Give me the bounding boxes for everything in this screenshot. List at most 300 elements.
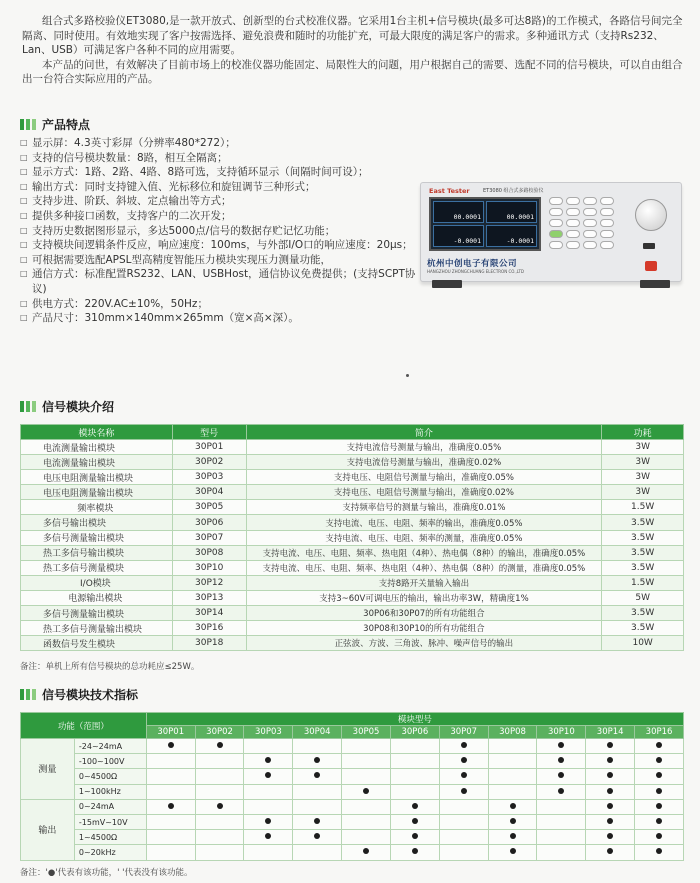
spec-mark-cell — [488, 739, 537, 754]
features-list — [20, 136, 420, 326]
spec-range-cell: 0~20kHz — [74, 845, 146, 860]
filled-dot-icon — [656, 757, 662, 763]
module-row — [21, 500, 684, 515]
section-marker-icon — [20, 689, 36, 700]
spec-mark-cell — [488, 799, 537, 814]
spec-mark-cell — [537, 799, 586, 814]
spec-mark-cell — [293, 754, 342, 769]
filled-dot-icon — [656, 803, 662, 809]
spec-range-cell: 1~100kHz — [74, 784, 146, 799]
keypad-key-icon — [566, 197, 580, 205]
module-row — [21, 440, 684, 455]
device-reading: -0.0001 — [433, 225, 484, 247]
filled-dot-icon — [265, 818, 271, 824]
module-row — [21, 515, 684, 530]
spec-mark-cell — [342, 784, 391, 799]
module-name-cell: 多信号测量输出模块 — [21, 606, 173, 621]
spec-mark-cell — [195, 739, 244, 754]
device-company-name: 杭州中创电子有限公司 — [427, 259, 518, 269]
spec-mark-cell — [635, 769, 684, 784]
device-screen — [429, 197, 541, 251]
filled-dot-icon — [656, 788, 662, 794]
spec-mark-cell — [390, 814, 439, 829]
filled-dot-icon — [265, 757, 271, 763]
spec-mark-cell — [244, 769, 293, 784]
module-name-cell: 热工多信号输出模块 — [21, 545, 173, 560]
module-row — [21, 636, 684, 651]
spec-mark-cell — [293, 799, 342, 814]
filled-dot-icon — [412, 803, 418, 809]
intro-paragraph-2: 本产品的问世，有效解决了目前市场上的校准仪器功能固定、局限性大的问题，用户根据自己的需要、选配不同的信号模块，可以自由组合出一台符合实际应用的产品。 — [22, 58, 683, 86]
module-name-cell: 电压电阻测量输出模块 — [21, 485, 173, 500]
filled-dot-icon — [558, 788, 564, 794]
spec-mark-cell — [586, 754, 635, 769]
spec-row — [21, 784, 684, 799]
filled-dot-icon — [461, 772, 467, 778]
keypad-key-icon — [600, 241, 614, 249]
device-front-panel — [420, 182, 682, 282]
spec-mark-cell — [195, 830, 244, 845]
col-header-power: 功耗 — [602, 425, 684, 440]
keypad-key-icon — [566, 241, 580, 249]
module-desc-cell: 正弦波、方波、三角波、脉冲、噪声信号的输出 — [246, 636, 602, 651]
module-desc-cell: 支持电流、电压、电阻、频率、热电阻（4种）、热电偶（8种）的测量，准确度0.05% — [246, 560, 602, 575]
module-model-cell: 30P01 — [172, 440, 246, 455]
spec-mark-cell — [439, 784, 488, 799]
module-name-cell: I/O模块 — [21, 575, 173, 590]
filled-dot-icon — [607, 833, 613, 839]
filled-dot-icon — [314, 818, 320, 824]
spec-range-cell: 0~4500Ω — [74, 769, 146, 784]
spec-mark-cell — [342, 769, 391, 784]
spec-mark-cell — [146, 784, 195, 799]
module-row — [21, 560, 684, 575]
spec-mark-cell — [146, 769, 195, 784]
spec-mark-cell — [537, 739, 586, 754]
model-col-header: 30P14 — [586, 726, 635, 739]
func-header: 功能（范围） — [21, 713, 147, 739]
module-row — [21, 575, 684, 590]
keypad-key-icon — [600, 197, 614, 205]
spec-mark-cell — [390, 769, 439, 784]
filled-dot-icon — [607, 788, 613, 794]
feature-item: □ 通信方式：标准配置RS232、LAN、USBHost，通信协议免费提供；(支持SCPT协议) — [20, 267, 420, 296]
spec-mark-cell — [244, 814, 293, 829]
filled-dot-icon — [412, 818, 418, 824]
feature-item: □ 输出方式：同时支持键入值、光标移位和旋钮调节三种形式； — [20, 180, 420, 195]
module-model-cell: 30P16 — [172, 621, 246, 636]
module-desc-cell: 支持电流、电压、电阻、频率、热电阻（4种）、热电偶（8种）的输出，准确度0.05% — [246, 545, 602, 560]
module-power-cell: 3.5W — [602, 530, 684, 545]
module-model-cell: 30P12 — [172, 575, 246, 590]
spec-range-cell: -24~24mA — [74, 739, 146, 754]
modules-header-row — [21, 425, 684, 440]
spec-mark-cell — [244, 754, 293, 769]
model-col-header: 30P01 — [146, 726, 195, 739]
filled-dot-icon — [656, 818, 662, 824]
keypad-key-icon — [549, 197, 563, 205]
module-power-cell: 3.5W — [602, 606, 684, 621]
spec-mark-cell — [195, 845, 244, 860]
keypad-key-icon — [583, 230, 597, 238]
filled-dot-icon — [265, 772, 271, 778]
module-desc-cell: 支持电压、电阻信号测量与输出，准确度0.02% — [246, 485, 602, 500]
spec-mark-cell — [537, 830, 586, 845]
module-desc-cell: 支持频率信号的测量与输出，准确度0.01% — [246, 500, 602, 515]
filled-dot-icon — [363, 848, 369, 854]
filled-dot-icon — [461, 788, 467, 794]
spec-mark-cell — [488, 845, 537, 860]
spec-mark-cell — [439, 769, 488, 784]
feature-item: □ 支持模块间逻辑条件反应，响应速度：100ms，与外部I/O口的响应速度：20μs； — [20, 238, 420, 253]
module-name-cell: 电流测量输出模块 — [21, 455, 173, 470]
device-foot — [640, 280, 670, 288]
spec-mark-cell — [439, 739, 488, 754]
feature-item: □ 可根据需要选配APSL型高精度智能压力模块实现压力测量功能， — [20, 253, 420, 268]
spec-mark-cell — [488, 814, 537, 829]
filled-dot-icon — [510, 818, 516, 824]
module-model-cell: 30P08 — [172, 545, 246, 560]
module-name-cell: 多信号输出模块 — [21, 515, 173, 530]
model-col-header: 30P05 — [342, 726, 391, 739]
module-model-cell: 30P04 — [172, 485, 246, 500]
keypad-key-icon — [583, 208, 597, 216]
spec-row — [21, 830, 684, 845]
spec-mark-cell — [293, 739, 342, 754]
spec-row — [21, 799, 684, 814]
spec-mark-cell — [342, 799, 391, 814]
device-product-image — [420, 172, 682, 290]
spec-mark-cell — [195, 754, 244, 769]
module-power-cell: 3.5W — [602, 545, 684, 560]
module-row — [21, 485, 684, 500]
spec-mark-cell — [244, 799, 293, 814]
filled-dot-icon — [168, 803, 174, 809]
module-desc-cell: 支持电流信号测量与输出，准确度0.02% — [246, 455, 602, 470]
spec-mark-cell — [195, 784, 244, 799]
spec-range-cell: 0~24mA — [74, 799, 146, 814]
spec-mark-cell — [342, 830, 391, 845]
spec-range-cell: -100~100V — [74, 754, 146, 769]
spec-group-label: 测量 — [21, 739, 75, 800]
spec-mark-cell — [244, 739, 293, 754]
module-name-cell: 电源输出模块 — [21, 590, 173, 605]
spec-mark-cell — [293, 784, 342, 799]
module-name-cell: 热工多信号测量输出模块 — [21, 621, 173, 636]
module-desc-cell: 支持3~60V可调电压的输出，输出功率3W，精确度1% — [246, 590, 602, 605]
spec-mark-cell — [195, 769, 244, 784]
spec-mark-cell — [146, 814, 195, 829]
model-col-header: 30P16 — [635, 726, 684, 739]
module-model-cell: 30P05 — [172, 500, 246, 515]
device-reading: 00.0001 — [486, 201, 537, 223]
feature-item: □ 供电方式：220V.AC±10%，50Hz； — [20, 297, 420, 312]
modules-note: 备注：单机上所有信号模块的总功耗应≤25W。 — [20, 662, 200, 672]
spec-mark-cell — [586, 799, 635, 814]
spec-mark-cell — [537, 769, 586, 784]
filled-dot-icon — [607, 848, 613, 854]
col-header-name: 模块名称 — [21, 425, 173, 440]
spec-mark-cell — [293, 814, 342, 829]
power-button-icon — [645, 261, 657, 271]
module-name-cell: 电压电阻测量输出模块 — [21, 470, 173, 485]
spec-mark-cell — [635, 784, 684, 799]
module-power-cell: 5W — [602, 590, 684, 605]
module-name-cell: 热工多信号测量模块 — [21, 560, 173, 575]
filled-dot-icon — [656, 848, 662, 854]
filled-dot-icon — [314, 757, 320, 763]
keypad-key-icon — [583, 241, 597, 249]
module-power-cell: 3W — [602, 470, 684, 485]
spec-mark-cell — [390, 784, 439, 799]
spec-mark-cell — [488, 784, 537, 799]
section-marker-icon — [20, 119, 36, 130]
spec-mark-cell — [342, 739, 391, 754]
filled-dot-icon — [607, 803, 613, 809]
spec-range-cell: 1~4500Ω — [74, 830, 146, 845]
keypad-key-icon — [566, 230, 580, 238]
keypad-key-icon — [549, 241, 563, 249]
spec-mark-cell — [537, 784, 586, 799]
spec-mark-cell — [635, 799, 684, 814]
intro-paragraph-1: 组合式多路校验仪ET3080,是一款开放式、创新型的台式校准仪器。它采用1台主机+信号模块(最多可达8路)的工作模式，各路信号间完全隔离、同时使用。有效地实现了客户按需选择、避免浪费和随时的功能扩充，可最大限度的满足客户的需求。多种通讯方式（支持Rs232、Lan、USB）可满足客户各种不同的应用需要。 — [22, 15, 683, 57]
spec-mark-cell — [195, 814, 244, 829]
rotary-knob-icon — [635, 199, 667, 231]
spec-mark-cell — [635, 739, 684, 754]
spec-mark-cell — [390, 754, 439, 769]
keypad-key-icon — [600, 230, 614, 238]
filled-dot-icon — [558, 742, 564, 748]
keypad-key-icon — [600, 208, 614, 216]
spec-row — [21, 845, 684, 860]
spec-mark-cell — [390, 845, 439, 860]
spec-mark-cell — [635, 754, 684, 769]
spec-mark-cell — [146, 799, 195, 814]
feature-item: □ 支持历史数据图形显示，多达5000点/信号的数据存贮记忆功能； — [20, 224, 420, 239]
device-brand: East Tester — [429, 187, 470, 195]
module-row — [21, 470, 684, 485]
spec-mark-cell — [586, 845, 635, 860]
spec-mark-cell — [537, 845, 586, 860]
model-col-header: 30P02 — [195, 726, 244, 739]
spec-mark-cell — [488, 830, 537, 845]
module-desc-cell: 30P08和30P10的所有功能组合 — [246, 621, 602, 636]
spec-mark-cell — [488, 769, 537, 784]
module-power-cell: 3.5W — [602, 515, 684, 530]
filled-dot-icon — [265, 833, 271, 839]
module-row — [21, 545, 684, 560]
spec-mark-cell — [439, 830, 488, 845]
module-model-cell: 30P07 — [172, 530, 246, 545]
filled-dot-icon — [168, 742, 174, 748]
module-desc-cell: 支持电压、电阻信号测量与输出，准确度0.05% — [246, 470, 602, 485]
specs-note: 备注：'●'代表有该功能，' '代表没有该功能。 — [20, 868, 193, 878]
module-name-cell: 多信号测量输出模块 — [21, 530, 173, 545]
module-name-cell: 电流测量输出模块 — [21, 440, 173, 455]
module-row — [21, 621, 684, 636]
module-model-cell: 30P06 — [172, 515, 246, 530]
module-row — [21, 590, 684, 605]
specs-title: 信号模块技术指标 — [42, 688, 139, 702]
module-desc-cell: 支持电流、电压、电阻、频率的测量，准确度0.05% — [246, 530, 602, 545]
device-reading: -0.0001 — [486, 225, 537, 247]
spec-mark-cell — [342, 845, 391, 860]
model-col-header: 30P08 — [488, 726, 537, 739]
modules-table — [20, 424, 684, 651]
module-model-cell: 30P02 — [172, 455, 246, 470]
module-name-cell: 函数信号发生模块 — [21, 636, 173, 651]
module-row — [21, 530, 684, 545]
spec-row — [21, 814, 684, 829]
spec-mark-cell — [439, 754, 488, 769]
filled-dot-icon — [656, 833, 662, 839]
module-model-cell: 30P13 — [172, 590, 246, 605]
filled-dot-icon — [217, 803, 223, 809]
device-keypad — [549, 197, 619, 249]
keypad-key-icon — [549, 219, 563, 227]
module-model-cell: 30P03 — [172, 470, 246, 485]
col-header-model: 型号 — [172, 425, 246, 440]
feature-item: □ 产品尺寸：310mm×140mm×265mm（宽×高×深）。 — [20, 311, 420, 326]
module-power-cell: 3.5W — [602, 560, 684, 575]
filled-dot-icon — [607, 742, 613, 748]
feature-item: □ 显示方式：1路、2路、4路、8路可选，支持循环显示（间隔时间可设）； — [20, 165, 420, 180]
spec-mark-cell — [390, 830, 439, 845]
feature-item: □ 提供多种接口函数，支持客户的二次开发； — [20, 209, 420, 224]
section-marker-icon — [20, 401, 36, 412]
spec-mark-cell — [635, 845, 684, 860]
filled-dot-icon — [656, 772, 662, 778]
model-col-header: 30P10 — [537, 726, 586, 739]
specs-table — [20, 712, 684, 861]
filled-dot-icon — [510, 848, 516, 854]
spec-mark-cell — [390, 799, 439, 814]
feature-item: □ 支持的信号模块数量：8路，相互全隔离； — [20, 151, 420, 166]
specs-header-row — [21, 713, 684, 726]
filled-dot-icon — [656, 742, 662, 748]
spec-mark-cell — [439, 814, 488, 829]
module-desc-cell: 支持电流信号测量与输出，准确度0.05% — [246, 440, 602, 455]
spec-mark-cell — [439, 799, 488, 814]
specs-heading — [20, 686, 138, 703]
spec-mark-cell — [537, 814, 586, 829]
spec-mark-cell — [146, 739, 195, 754]
module-power-cell: 10W — [602, 636, 684, 651]
module-desc-cell: 支持电流、电压、电阻、频率的输出，准确度0.05% — [246, 515, 602, 530]
spec-mark-cell — [342, 754, 391, 769]
module-power-cell: 1.5W — [602, 575, 684, 590]
spec-mark-cell — [244, 845, 293, 860]
model-col-header: 30P07 — [439, 726, 488, 739]
feature-item: □ 显示屏：4.3英寸彩屏（分辨率480*272）； — [20, 136, 420, 151]
module-power-cell: 3W — [602, 455, 684, 470]
spec-range-cell: -15mV~10V — [74, 814, 146, 829]
spec-mark-cell — [244, 830, 293, 845]
filled-dot-icon — [314, 833, 320, 839]
spec-mark-cell — [488, 754, 537, 769]
module-model-cell: 30P10 — [172, 560, 246, 575]
col-header-desc: 简介 — [246, 425, 602, 440]
module-power-cell: 3.5W — [602, 621, 684, 636]
filled-dot-icon — [461, 742, 467, 748]
device-model-label: ET3080 组合式多路校验仪 — [483, 188, 544, 194]
decorative-dot — [406, 374, 409, 377]
spec-mark-cell — [537, 754, 586, 769]
filled-dot-icon — [217, 742, 223, 748]
filled-dot-icon — [412, 833, 418, 839]
modules-table-body — [21, 440, 684, 651]
filled-dot-icon — [607, 772, 613, 778]
spec-mark-cell — [439, 845, 488, 860]
intro-text — [22, 14, 686, 87]
spec-mark-cell — [342, 814, 391, 829]
spec-mark-cell — [586, 814, 635, 829]
filled-dot-icon — [363, 788, 369, 794]
device-foot — [432, 280, 462, 288]
spec-mark-cell — [635, 814, 684, 829]
specs-table-body — [21, 739, 684, 861]
spec-row — [21, 769, 684, 784]
filled-dot-icon — [558, 772, 564, 778]
keypad-key-icon — [549, 230, 563, 238]
model-header: 模块型号 — [146, 713, 683, 726]
keypad-key-icon — [566, 219, 580, 227]
spec-row — [21, 739, 684, 754]
features-heading — [20, 116, 90, 133]
keypad-key-icon — [583, 197, 597, 205]
spec-mark-cell — [586, 830, 635, 845]
module-power-cell: 3W — [602, 440, 684, 455]
model-col-header: 30P06 — [390, 726, 439, 739]
spec-mark-cell — [635, 830, 684, 845]
feature-item: □ 支持步进、阶跃、斜坡、定点输出等方式； — [20, 194, 420, 209]
spec-mark-cell — [586, 739, 635, 754]
module-power-cell: 1.5W — [602, 500, 684, 515]
module-desc-cell: 30P06和30P07的所有功能组合 — [246, 606, 602, 621]
filled-dot-icon — [314, 772, 320, 778]
modules-heading — [20, 398, 114, 415]
keypad-key-icon — [549, 208, 563, 216]
keypad-key-icon — [566, 208, 580, 216]
module-desc-cell: 支持8路开关量输入输出 — [246, 575, 602, 590]
spec-mark-cell — [146, 830, 195, 845]
spec-mark-cell — [195, 799, 244, 814]
device-reading: 00.0001 — [433, 201, 484, 223]
spec-row — [21, 754, 684, 769]
model-col-header: 30P03 — [244, 726, 293, 739]
filled-dot-icon — [607, 818, 613, 824]
device-company-name-en: HANGZHOU ZHONGCHUANG ELECTRON CO.,LTD — [427, 269, 524, 274]
filled-dot-icon — [510, 833, 516, 839]
filled-dot-icon — [461, 757, 467, 763]
module-model-cell: 30P14 — [172, 606, 246, 621]
module-name-cell: 频率模块 — [21, 500, 173, 515]
spec-mark-cell — [586, 784, 635, 799]
spec-group-label: 输出 — [21, 799, 75, 860]
features-title: 产品特点 — [42, 118, 91, 132]
model-col-header: 30P04 — [293, 726, 342, 739]
filled-dot-icon — [558, 757, 564, 763]
keypad-key-icon — [600, 219, 614, 227]
module-power-cell: 3W — [602, 485, 684, 500]
filled-dot-icon — [607, 757, 613, 763]
module-row — [21, 455, 684, 470]
spec-mark-cell — [293, 845, 342, 860]
keypad-key-icon — [583, 219, 597, 227]
spec-mark-cell — [293, 769, 342, 784]
filled-dot-icon — [412, 848, 418, 854]
modules-title: 信号模块介绍 — [42, 400, 115, 414]
